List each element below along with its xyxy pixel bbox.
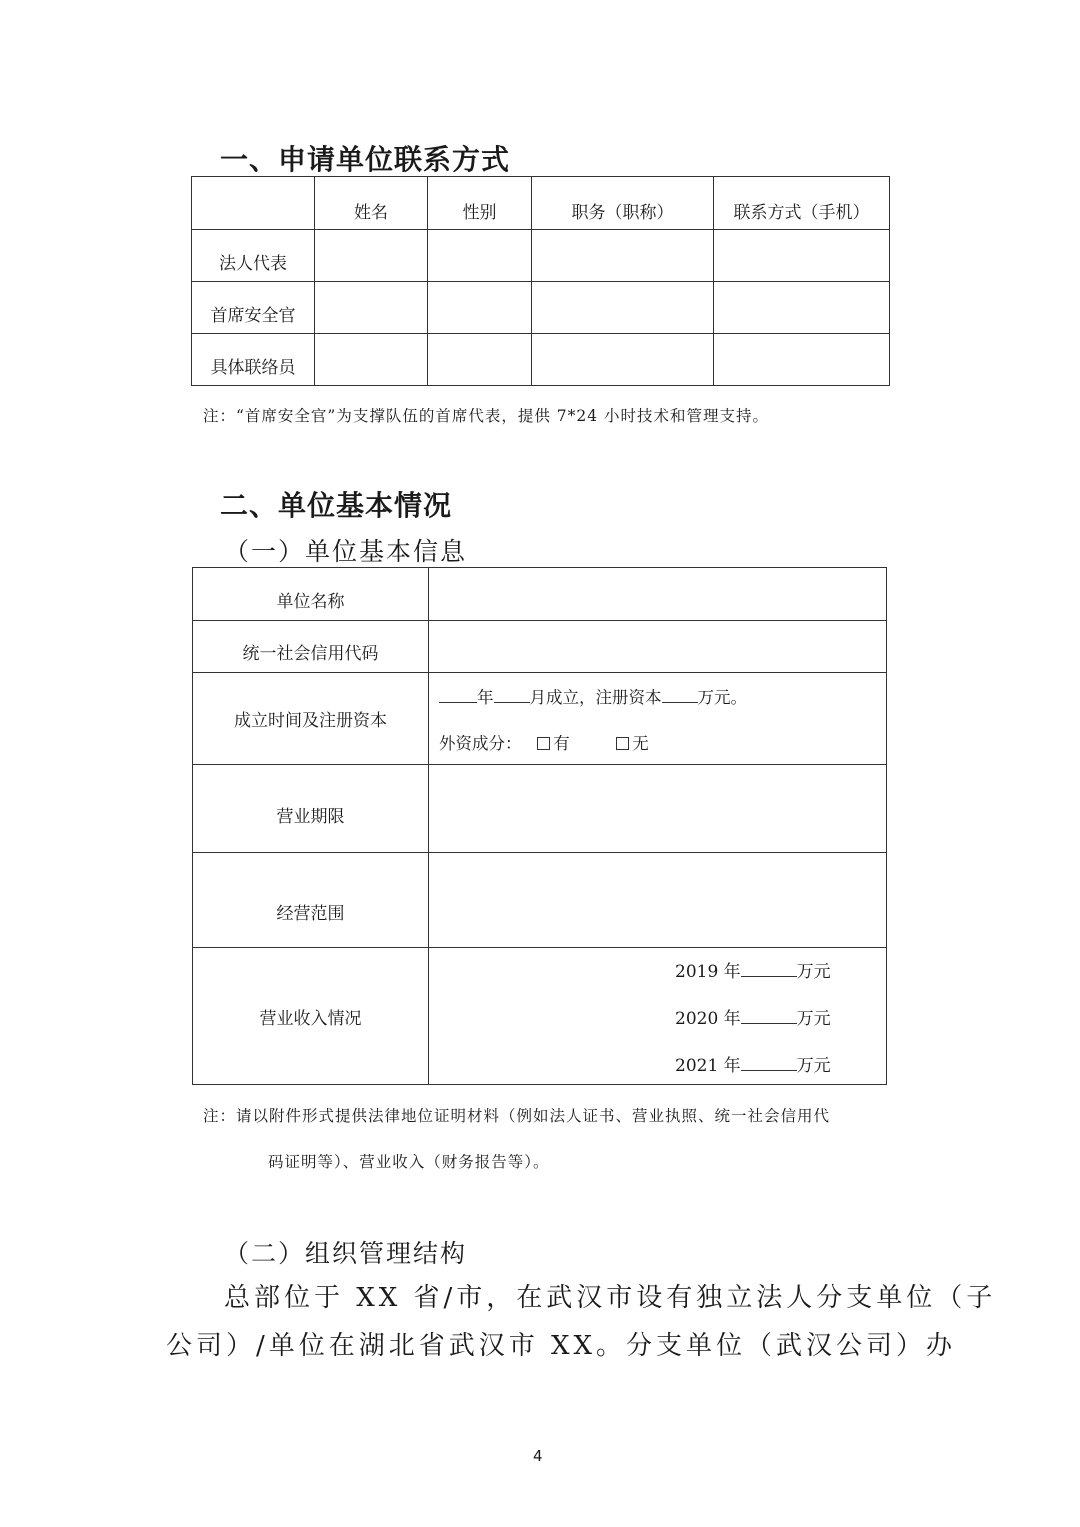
section2-sub2: （二）组织管理结构 [224,1239,468,1268]
year-blank[interactable] [439,688,477,703]
section2-note-line1: 注：请以附件形式提供法律地位证明材料（例如法人证书、营业执照、统一社会信用代 [203,1107,831,1125]
body-paragraph-line2: 公司）/单位在湖北省武汉市 XX。分支单位（武汉公司）办 [166,1331,957,1361]
revenue-blank-2019[interactable] [741,962,797,977]
label-est-capital: 成立时间及注册资本 [193,673,429,765]
revenue-year-2019: 2019 年 [675,961,741,982]
revenue-year-2021: 2021 年 [675,1055,741,1076]
month-suffix: 月成立，注册资本 [529,687,662,707]
table-row [193,853,887,948]
section1-heading: 一、申请单位联系方式 [220,143,511,176]
month-blank[interactable] [494,688,530,703]
row-label-legal-rep: 法人代表 [192,230,315,282]
row-label-contact: 具体联络员 [192,334,315,386]
revenue-field[interactable] [429,948,887,1085]
label-credit-code: 统一社会信用代码 [193,621,429,673]
checkbox-no[interactable] [616,737,629,750]
header-name: 姓名 [315,177,428,230]
input-cell[interactable] [315,334,428,386]
table-row [193,765,887,853]
input-cell[interactable] [428,230,532,282]
header-position: 职务（职称） [532,177,714,230]
input-cell[interactable] [428,334,532,386]
table-row [192,230,890,282]
table-row [193,948,887,1085]
capital-suffix: 万元。 [697,687,747,707]
table-row [193,621,887,673]
contact-table-header [192,177,890,230]
label-revenue: 营业收入情况 [193,948,429,1085]
unit-name-field[interactable] [429,568,887,621]
table-row [193,568,887,621]
input-cell[interactable] [714,282,890,334]
header-gender: 性别 [428,177,532,230]
input-cell[interactable] [315,230,428,282]
revenue-unit: 万元 [796,1055,831,1076]
option-no-label: 无 [632,733,649,753]
input-cell[interactable] [315,282,428,334]
contact-table [191,176,890,386]
revenue-blank-2020[interactable] [741,1009,797,1024]
input-cell[interactable] [532,334,714,386]
est-capital-field[interactable] [429,673,887,765]
input-cell[interactable] [532,230,714,282]
table-row [192,334,890,386]
business-term-field[interactable] [429,765,887,853]
label-unit-name: 单位名称 [193,568,429,621]
capital-blank[interactable] [662,688,698,703]
header-cell-blank [192,177,315,230]
input-cell[interactable] [428,282,532,334]
revenue-unit: 万元 [796,1008,831,1029]
business-scope-field[interactable] [429,853,887,948]
table-row [192,282,890,334]
revenue-year-2020: 2020 年 [675,1008,741,1029]
revenue-blank-2021[interactable] [741,1056,797,1071]
label-business-scope: 经营范围 [193,853,429,948]
header-phone: 联系方式（手机） [714,177,890,230]
table-row [193,673,887,765]
section2-sub1: （一）单位基本信息 [224,537,468,566]
input-cell[interactable] [714,334,890,386]
revenue-unit: 万元 [796,961,831,982]
foreign-label: 外资成分： [439,733,522,753]
page-number: 4 [533,1447,543,1465]
section1-note: 注：“首席安全官”为支撑队伍的首席代表，提供 7*24 小时技术和管理支持。 [203,407,770,425]
option-yes-label: 有 [553,733,570,753]
input-cell[interactable] [532,282,714,334]
row-label-cso: 首席安全官 [192,282,315,334]
input-cell[interactable] [714,230,890,282]
label-business-term: 营业期限 [193,765,429,853]
section2-heading: 二、单位基本情况 [220,489,453,522]
body-paragraph-line1: 总部位于 XX 省/市，在武汉市设有独立法人分支单位（子 [224,1283,997,1313]
section2-note-line2: 码证明等）、营业收入（财务报告等）。 [268,1153,550,1171]
basic-info-table [192,567,887,1085]
checkbox-yes[interactable] [537,737,550,750]
year-suffix: 年 [477,687,494,707]
credit-code-field[interactable] [429,621,887,673]
